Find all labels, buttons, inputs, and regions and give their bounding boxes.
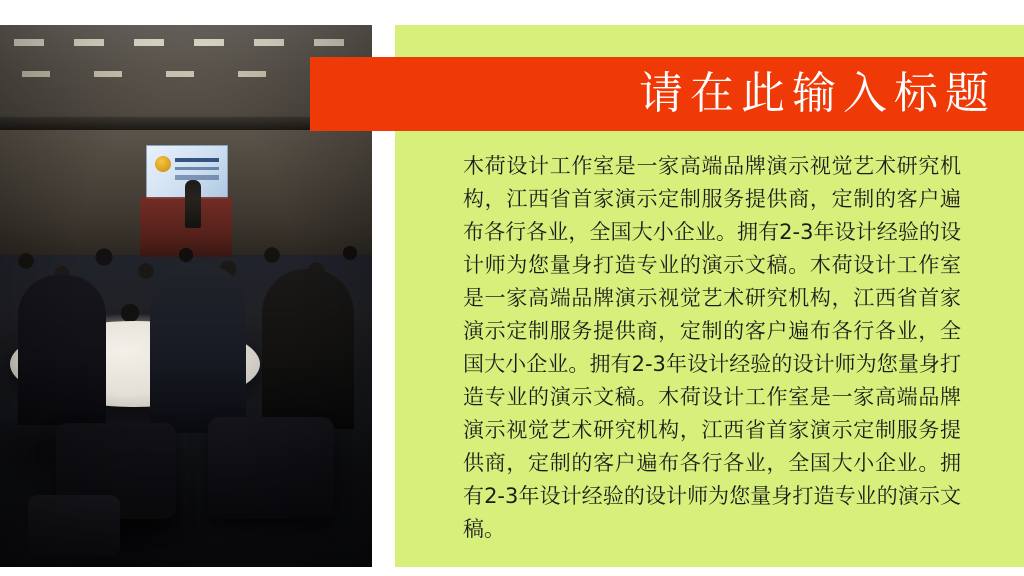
foreground-attendee-1: [18, 275, 106, 425]
foreground-attendee-3: [262, 269, 354, 429]
screen-text-lines: [175, 158, 219, 180]
page-title: 请在此输入标题: [639, 68, 996, 119]
backpack: [28, 495, 120, 557]
foreground-chair-2: [208, 417, 334, 519]
body-paragraph: 木荷设计工作室是一家高端品牌演示视觉艺术研究机构，江西省首家演示定制服务提供商，定制的客户遍布各行各业，全国大小企业。拥有2-3年设计经验的设计师为您量身打造专业的演示文稿。木荷设计工作室是一家高端品牌演示视觉艺术研究机构，江西省首家演示定制服务提供商，定制的客户遍布各行各业，全国大小企业。拥有2-3年设计经验的设计师为您量身打造专业的演示文稿。木荷设计工作室是一家高端品牌演示视觉艺术研究机构，江西省首家演示定制服务提供商，定制的客户遍布各行各业，全国大小企业。拥有2-3年设计经验的设计师为您量身打造专业的演示文稿。: [463, 154, 961, 541]
screen-logo-icon: [155, 156, 171, 172]
title-banner: [310, 57, 1024, 131]
foreground-attendee-2: [150, 263, 246, 433]
content-panel: [395, 25, 1024, 567]
